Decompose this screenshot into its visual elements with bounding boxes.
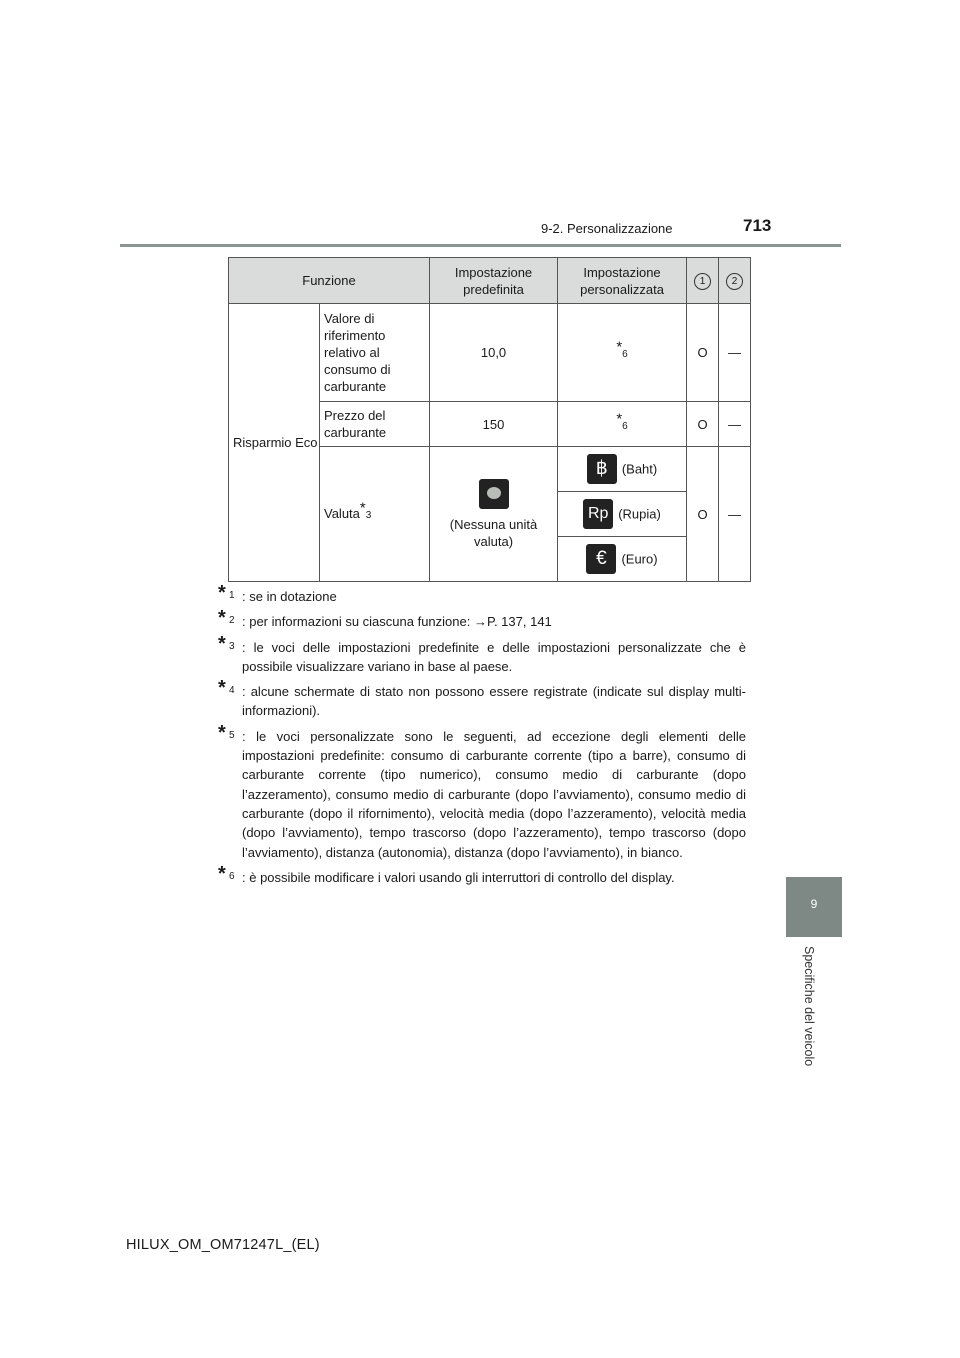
item-label: Valore di riferimento relativo al consumo di carburante [320,304,430,402]
header-default: Impostazione predefinita [430,258,558,304]
currency-option: Rp (Rupia) [558,492,687,537]
circled-one-icon: 1 [694,273,711,290]
chapter-tab[interactable] [786,877,842,937]
footnote: * 2 : per informazioni su ciascuna funzione: →P. 137, 141 [218,607,552,630]
header-col2 [719,258,751,304]
rupiah-icon: Rp [583,499,613,529]
page-number: 713 [743,216,772,235]
default-value [430,447,558,582]
header-custom: Impostazione personalizzata [558,258,687,304]
default-value: 150 [430,402,558,447]
header-divider [120,244,841,247]
baht-icon: ฿ [587,454,617,484]
default-value: 10,0 [430,304,558,402]
footnotes [218,582,746,893]
currency-option: € (Euro) [558,537,687,582]
header-col1 [687,258,719,304]
chapter-label: Specifiche del veicolo [802,946,816,1067]
item-label: Prezzo del carburante [320,402,430,447]
col2-value: — [719,304,751,402]
table-row [229,304,751,402]
col2-value: — [719,447,751,582]
footnote: * 1 : se in dotazione [218,582,337,604]
custom-value: *6 [558,402,687,447]
currency-option: ฿ (Baht) [558,447,687,492]
header-function: Funzione [229,258,430,304]
euro-icon: € [586,544,616,574]
settings-table [228,257,751,582]
document-code: HILUX_OM_OM71247L_(EL) [126,1237,320,1253]
item-label: Valuta*3 [320,447,430,582]
footnote: * 6 : è possibile modificare i valori usando gli interruttori di controllo del display. [218,862,675,885]
circled-two-icon: 2 [726,273,743,290]
footnote: * 4 : alcune schermate di stato non possono essere registrate (indicate sul display multi-informazioni). [218,677,746,719]
default-currency-label: (Nessuna unità valuta) [449,516,538,549]
col1-value: O [687,304,719,402]
footnote: * 5 : le voci personalizzate sono le seguenti, ad eccezione degli elementi delle impostazioni predefinite: consumo di carburante corrente (tipo a barre), consumo di carburante corrente (tipo numerico), consumo medio di carburante (dopo l’azzeramento), consumo medio di carburante (dopo l’avviamento), consumo medio di carburante (dopo il rifornimento), velocità media (dopo l’azzeramento), velocità media (dopo l’avviamento), tempo trascorso (dopo l’azzeramento), tempo trascorso (dopo l’avviamento), distanza (autonomia), distanza (dopo l’avviamento), in bianco. [218,721,746,860]
section-title: 9-2. Personalizzazione [541,221,673,236]
col1-value: O [687,402,719,447]
custom-value: *6 [558,304,687,402]
function-group: Risparmio Eco [229,304,320,582]
col1-value: O [687,447,719,582]
table-header-row [229,258,751,304]
footnote: * 3 : le voci delle impostazioni predefinite e delle impostazioni personalizzate che è possibile visualizzare variano in base al paese. [218,632,746,674]
chapter-number: 9 [810,897,818,911]
col2-value: — [719,402,751,447]
no-currency-icon [479,479,509,509]
